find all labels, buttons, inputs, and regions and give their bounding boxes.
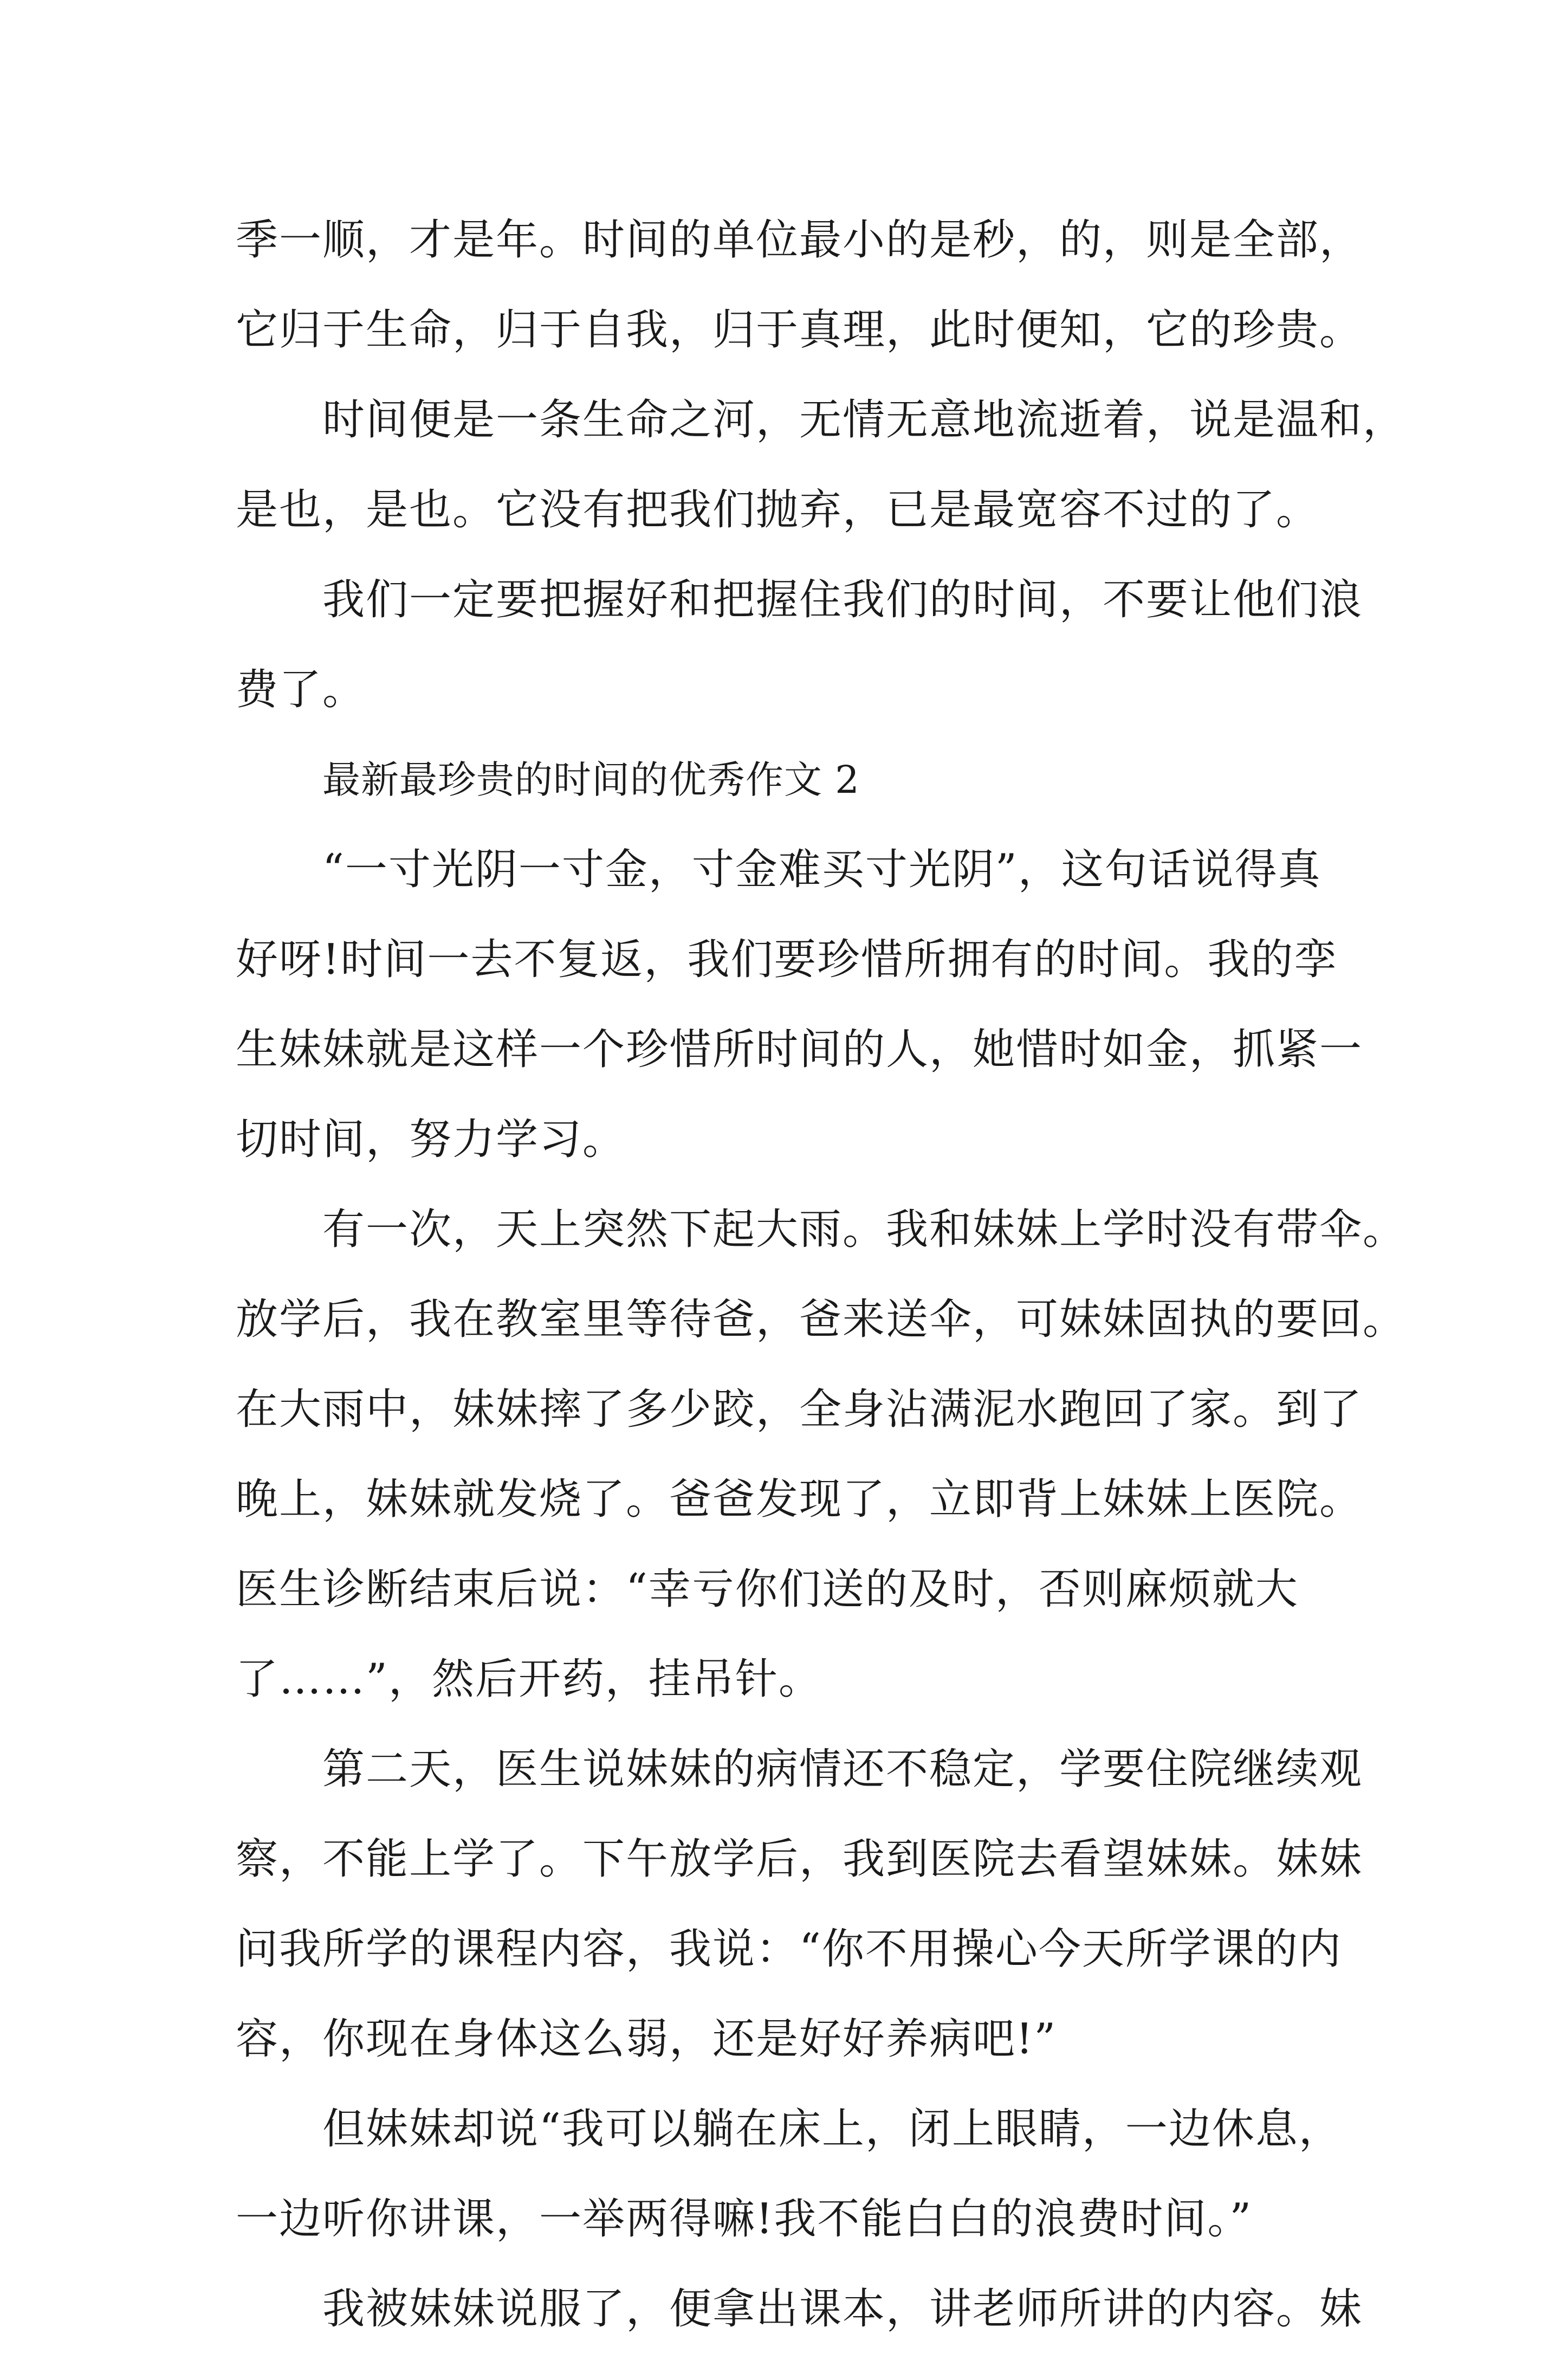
text-line: 生妹妹就是这样一个珍惜所时间的人，她惜时如金，抓紧一 <box>236 1025 1363 1074</box>
text-line: 晚上，妹妹就发烧了。爸爸发现了，立即背上妹妹上医院。 <box>236 1475 1363 1524</box>
text-line: 我被妹妹说服了，便拿出课本，讲老师所讲的内容。妹 <box>322 2285 1363 2333</box>
text-line: 它归于生命，归于自我，归于真理，此时便知，它的珍贵。 <box>236 306 1363 354</box>
text-line: 季一顺，才是年。时间的单位最小的是秒，的，则是全部， <box>236 216 1363 264</box>
text-line: 在大雨中，妹妹摔了多少跤，全身沾满泥水跑回了家。到了 <box>236 1385 1363 1434</box>
text-line: 了……”，然后开药，挂吊针。 <box>236 1655 822 1704</box>
text-line: 费了。 <box>236 665 366 714</box>
text-line: 时间便是一条生命之河，无情无意地流逝着，说是温和， <box>322 396 1407 444</box>
text-line: 但妹妹却说“我可以躺在床上，闭上眼睛，一边休息， <box>322 2105 1342 2153</box>
text-line: 一边听你讲课，一举两得嘛!我不能白白的浪费时间。” <box>236 2195 1253 2243</box>
text-line: 是也，是也。它没有把我们抛弃，已是最宽容不过的了。 <box>236 486 1320 534</box>
text-line: 第二天，医生说妹妹的病情还不稳定，学要住院继续观 <box>322 1745 1363 1794</box>
text-line: 察，不能上学了。下午放学后，我到医院去看望妹妹。妹妹 <box>236 1835 1363 1884</box>
text-line: 放学后，我在教室里等待爸，爸来送伞，可妹妹固执的要回。 <box>236 1295 1407 1344</box>
text-line: 医生诊断结束后说：“幸亏你们送的及时，否则麻烦就大 <box>236 1565 1299 1614</box>
text-line: 有一次，天上突然下起大雨。我和妹妹上学时没有带伞。 <box>322 1205 1407 1254</box>
text-line: 容，你现在身体这么弱，还是好好养病吧!” <box>236 2015 1057 2064</box>
section-heading: 最新最珍贵的时间的优秀作文 2 <box>322 758 860 802</box>
text-line: 问我所学的课程内容，我说：“你不用操心今天所学课的内 <box>236 1925 1342 1974</box>
document-body <box>236 195 1407 2354</box>
text-line: 好呀!时间一去不复返，我们要珍惜所拥有的时间。我的孪 <box>236 935 1338 984</box>
text-line: 我们一定要把握好和把握住我们的时间，不要让他们浪 <box>322 575 1363 624</box>
text-line: 切时间，努力学习。 <box>236 1115 626 1164</box>
text-line: “一寸光阴一寸金，寸金难买寸光阴”，这句话说得真 <box>322 845 1321 894</box>
